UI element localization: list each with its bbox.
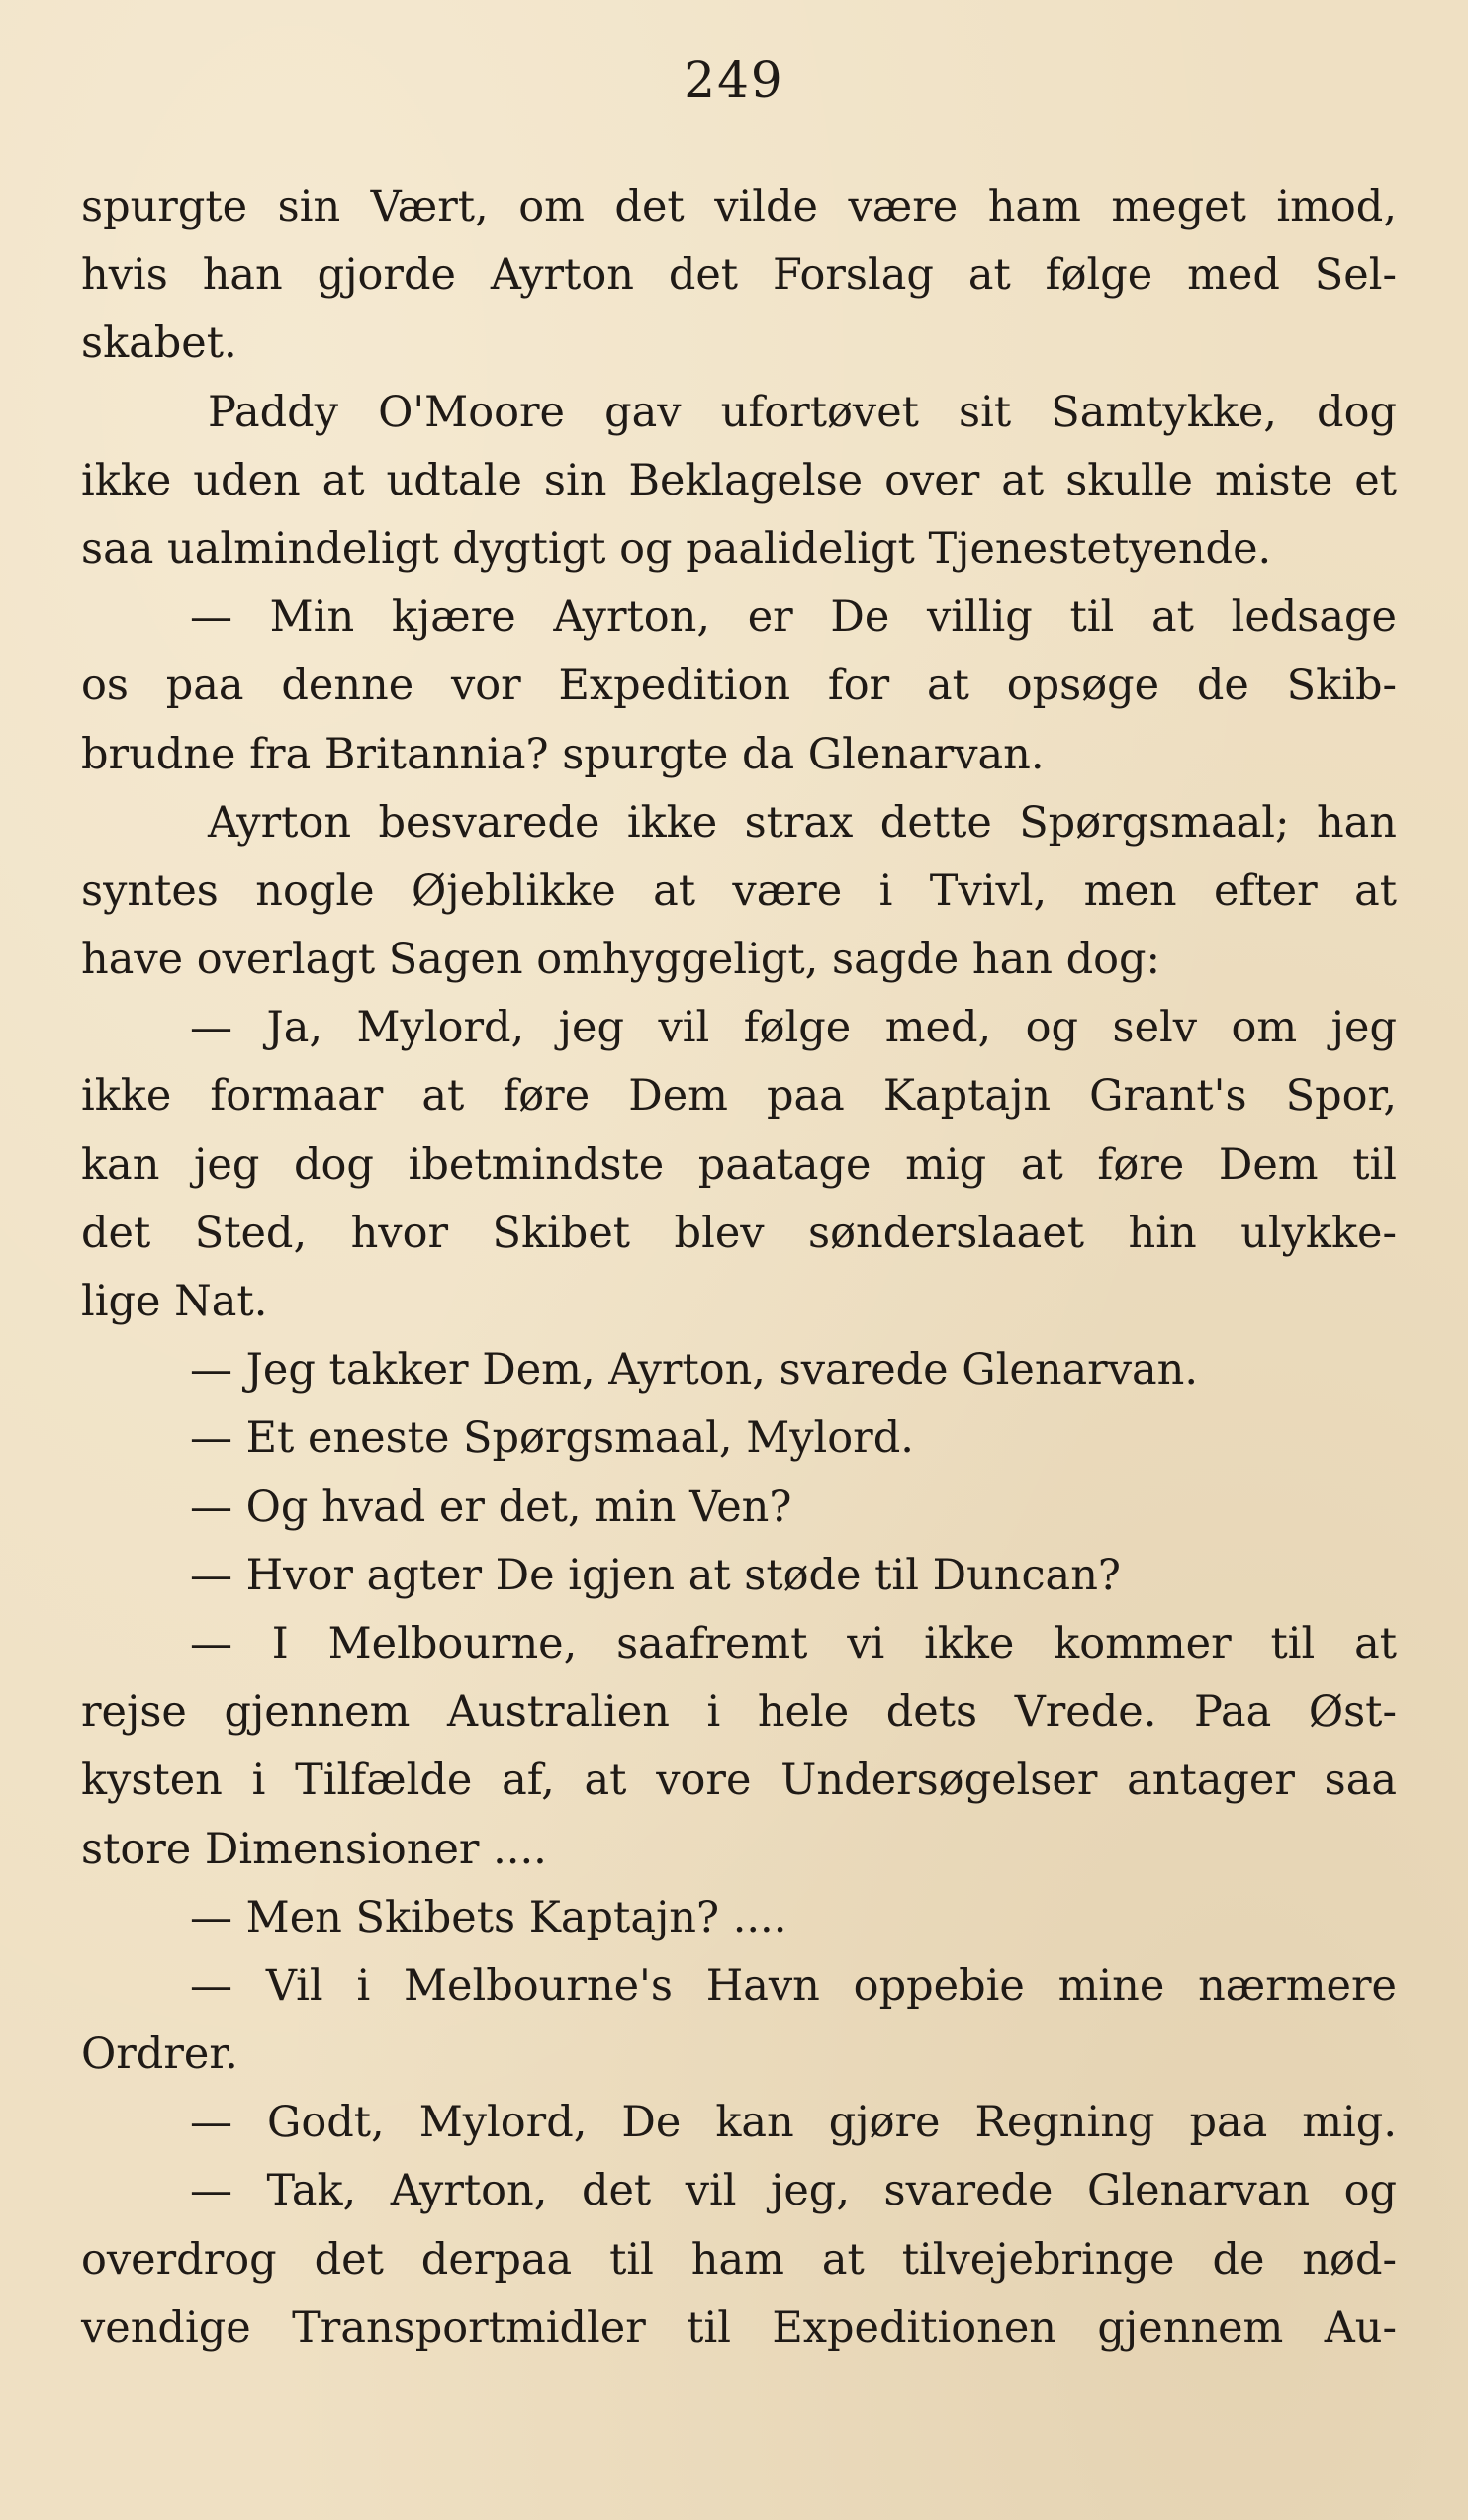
text-line: rejse gjennem Australien i hele dets Vrede. Paa Øst- — [81, 1687, 1397, 1738]
text-line: saa ualmindeligt dygtigt og paalideligt Tjenestetyende. — [81, 523, 1272, 574]
text-line: kan jeg dog ibetmindste paatage mig at føre Dem til — [81, 1139, 1397, 1190]
page-number: 249 — [684, 51, 784, 109]
text-line: syntes nogle Øjeblikke at være i Tvivl, men efter at — [81, 865, 1397, 916]
text-line: ikke formaar at føre Dem paa Kaptajn Grant's Spor, — [81, 1071, 1397, 1122]
text-line: Ayrton besvarede ikke strax dette Spørgsmaal; han — [208, 797, 1397, 848]
text-line: lige Nat. — [81, 1277, 268, 1326]
text-line: kysten i Tilfælde af, at vore Undersøgelser antager saa — [81, 1755, 1397, 1806]
text-line: Ordrer. — [81, 2029, 238, 2080]
text-line: brudne fra Britannia? spurgte da Glenarvan. — [81, 729, 1045, 779]
text-line: det Sted, hvor Skibet blev sønderslaaet hin ulykke- — [81, 1208, 1397, 1258]
text-line: — Min kjære Ayrton, er De villig til at ledsage — [190, 592, 1397, 643]
text-line: ikke uden at udtale sin Beklagelse over at skulle miste et — [81, 455, 1397, 505]
text-line: — Tak, Ayrton, det vil jeg, svarede Glenarvan og — [190, 2166, 1397, 2216]
text-line: spurgte sin Vært, om det vilde være ham meget imod, — [81, 182, 1397, 231]
text-line: skabet. — [81, 318, 237, 369]
text-line: vendige Transportmidler til Expeditionen gjennem Au- — [81, 2302, 1397, 2353]
text-line: Paddy O'Moore gav ufortøvet sit Samtykke, dog — [208, 387, 1397, 437]
text-line: — Jeg takker Dem, Ayrton, svarede Glenarvan. — [190, 1345, 1199, 1395]
text-line: overdrog det derpaa til ham at tilvejebringe de nød- — [81, 2234, 1397, 2285]
text-line: — I Melbourne, saafremt vi ikke kommer til at — [190, 1618, 1397, 1668]
text-line: — Ja, Mylord, jeg vil følge med, og selv om jeg — [190, 1003, 1397, 1053]
text-line: — Hvor agter De igjen at støde til Duncan? — [190, 1550, 1121, 1600]
text-line: — Vil i Melbourne's Havn oppebie mine nærmere — [190, 1960, 1397, 2011]
text-line: os paa denne vor Expedition for at opsøge de Skib- — [81, 661, 1397, 711]
text-line: — Godt, Mylord, De kan gjøre Regning paa mig. — [190, 2098, 1397, 2148]
body-text — [81, 173, 1397, 2363]
text-line: — Og hvad er det, min Ven? — [190, 1482, 792, 1532]
text-line: — Et eneste Spørgsmaal, Mylord. — [190, 1413, 914, 1464]
text-line: hvis han gjorde Ayrton det Forslag at følge med Sel- — [81, 250, 1397, 301]
text-line: store Dimensioner .... — [81, 1824, 547, 1874]
text-line: — Men Skibets Kaptajn? .... — [190, 1892, 787, 1942]
text-line: have overlagt Sagen omhyggeligt, sagde han dog: — [81, 935, 1160, 985]
